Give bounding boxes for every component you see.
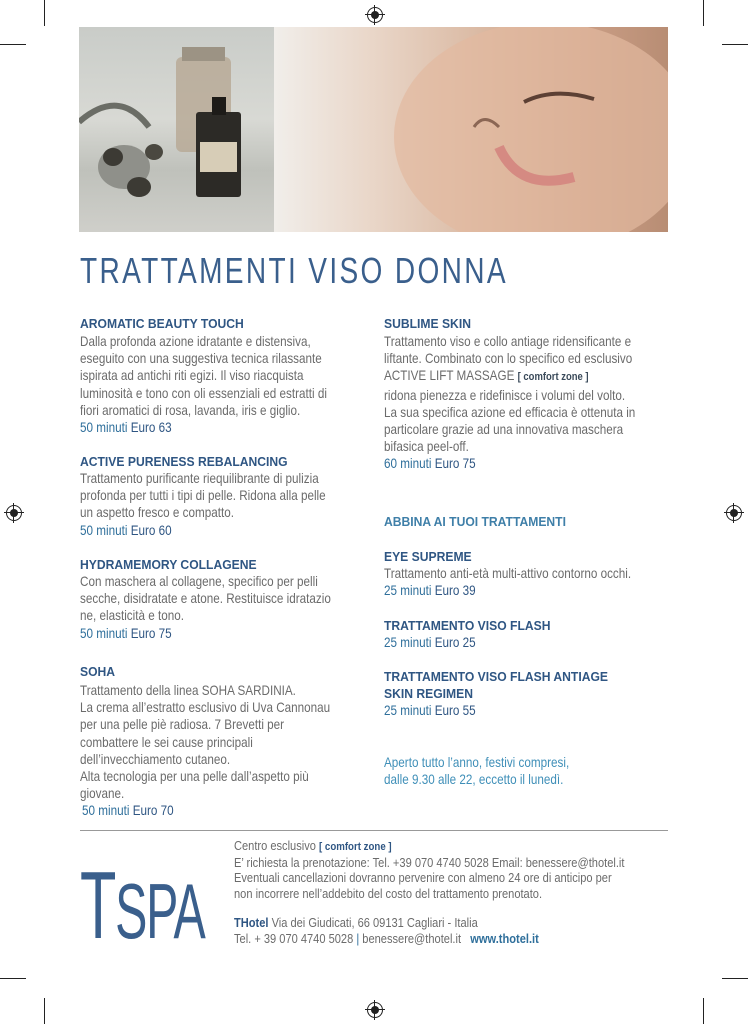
treatment-name: AROMATIC BEAUTY TOUCH [80,316,244,331]
addon-name: TRATTAMENTO VISO FLASH [384,618,551,633]
addon-name-line2: SKIN REGIMEN [384,686,473,701]
treatment-description: Dalla profonda azione idratante e distensiva, eseguito con una suggestiva tecnica rilassante ispirata ad antichi riti egizi. Il viso riacquista luminosità e tono con oli essenziali ed estratti di fiori aromatici di rosa, lavanda, iris e giglio. [80,334,327,418]
hotel-email[interactable]: benessere@thotel.it [362,931,462,946]
crop-mark [722,978,748,979]
hotel-phone: Tel. + 39 070 4740 5028 [234,931,354,946]
treatment-price: 50 minuti Euro 63 [80,420,172,436]
crop-mark [703,998,704,1024]
hotel-website-link[interactable]: www.thotel.it [470,931,539,946]
addon-eye-supreme [384,548,664,599]
treatment-price: 50 minuti Euro 75 [80,625,172,641]
treatment-price: 60 minuti Euro 75 [384,456,476,472]
treatment-price: 50 minuti Euro 60 [80,522,172,538]
footer-info: Centro esclusivo [ comfort zone ] E’ richiesta la prenotazione: Tel. +39 070 4740 5028 Email: benessere@thotel.it Eventuali cancellazioni dovranno pervenire con almeno 24 ore di anticipo per non incorrere nell’addebito del costo del trattamento prenotato. THotel Via dei Giudicati, 66 09131 Cagliari - Italia Tel. + 39 070 4740 5028 | benessere@thotel.it www.thotel.it [234,839,625,946]
hotel-name: THotel [234,916,269,931]
treatment-soha [80,663,360,820]
divider [80,830,668,831]
treatment-name: HYDRAMEMORY COLLAGENE [80,557,257,572]
registration-mark-icon [6,505,22,521]
treatment-sublime [384,315,664,473]
addon-description: Trattamento anti-età multi-attivo contorno occhi. [384,566,632,581]
crop-mark [0,978,26,979]
treatment-name: SUBLIME SKIN [384,316,471,331]
treatment-price: 50 minuti Euro 70 [82,803,174,819]
page-title: TRATTAMENTI VISO DONNA [80,250,508,291]
treatment-aromatic [80,315,360,436]
registration-mark-icon [367,7,383,23]
crop-mark [722,44,748,45]
addon-viso-flash-antiage [384,668,664,719]
registration-mark-icon [726,505,742,521]
treatment-description: Trattamento purificante riequilibrante di pulizia profonda per tutti i tipi di pelle. Ridona alla pelle un aspetto fresco e compatto. [80,471,326,521]
treatment-description: Trattamento viso e collo antiage ridensificante e liftante. Combinato con lo specifico ed esclusivo ACTIVE LIFT MASSAGE [ comfort zone ] ridona pienezza e ridefinisce i volumi del volto. La sua specifica azione ed efficacia è ottenuta in particolare grazie ad una innovativa maschera bifasica peel-off. [384,334,636,455]
registration-mark-icon [367,1002,383,1018]
hero-image [79,27,668,232]
tspa-logo: TSPA [80,852,205,959]
addon-price: 25 minuti Euro 55 [384,703,476,718]
treatment-name: ACTIVE PURENESS REBALANCING [80,454,288,469]
addon-price: 25 minuti Euro 39 [384,583,476,599]
comfort-zone-brand: [ comfort zone ] [517,371,589,384]
treatment-hydramemory [80,556,360,642]
bottles-photo [79,27,274,232]
treatment-description: Trattamento della linea SOHA SARDINIA. La crema all’estratto esclusivo di Uva Cannonau per una pelle piè radiosa. 7 Brevetti per combattere le sei cause principali dell’invecchiamento cutaneo. Alta tecnologia per una pelle dall’aspetto più giovane. [80,683,331,802]
addon-viso-flash [384,617,664,651]
addon-name: TRATTAMENTO VISO FLASH ANTIAGE [384,669,609,684]
crop-mark [703,0,704,26]
booking-info: E’ richiesta la prenotazione: Tel. +39 070 4740 5028 Email: benessere@thotel.it [234,855,625,870]
opening-hours: Aperto tutto l’anno, festivi compresi, dalle 9.30 alle 22, eccetto il lunedì. [384,755,570,788]
crop-mark [0,44,26,45]
comfort-zone-brand: [ comfort zone ] [319,841,392,853]
crop-mark [44,0,45,26]
treatment-name: SOHA [80,664,116,679]
crop-mark [44,998,45,1024]
addon-price: 25 minuti Euro 25 [384,635,476,650]
woman-face-photo [274,27,668,232]
treatment-pureness [80,453,360,539]
treatment-description: Con maschera al collagene, specifico per pelli secche, disidratate e atone. Restituisce idratazio ne, elasticità e tono. [80,574,331,624]
addons-heading: ABBINA AI TUOI TRATTAMENTI [384,514,566,529]
addon-name: EYE SUPREME [384,549,472,564]
hotel-address: Via dei Giudicati, 66 09131 Cagliari - Italia [271,916,478,931]
